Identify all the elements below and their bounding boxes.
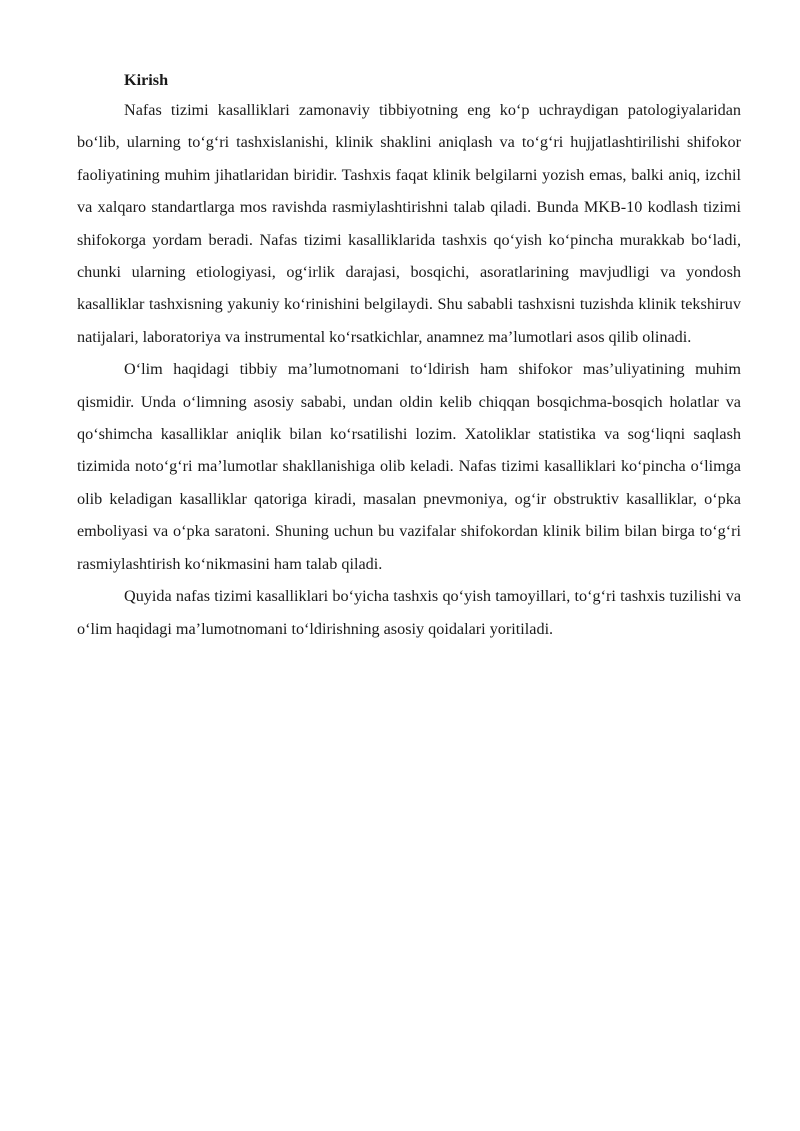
paragraph-intro: Nafas tizimi kasalliklari zamonaviy tibbiyotning eng ko‘p uchraydigan patologiyalaridan bo‘lib, ularning to‘g‘ri tashxislanishi, klinik shaklini aniqlash va to‘g‘ri hujjatlashtirilishi shifokor faoliyatining muhim jihatlaridan biridir. Tashxis faqat klinik belgilarni yozish emas, balki aniq, izchil va xalqaro standartlarga mos ravishda rasmiylashtirishni talab qiladi. Bunda MKB-10 kodlash tizimi shifokorga yordam beradi. Nafas tizimi kasalliklarida tashxis qo‘yish ko‘pincha murakkab bo‘ladi, chunki ularning etiologiyasi, og‘irlik darajasi, bosqichi, asoratlarining mavjudligi va yondosh kasalliklar tashxisning yakuniy ko‘rinishini belgilaydi. Shu sababli tashxisni tuzishda klinik tekshiruv natijalari, laboratoriya va instrumental ko‘rsatkichlar, anamnez ma’lumotlari asos qilib olinadi. [77,101,741,346]
paragraph-death-certificate: O‘lim haqidagi tibbiy ma’lumotnomani to‘ldirish ham shifokor mas’uliyatining muhim qismidir. Unda o‘limning asosiy sababi, undan oldin kelib chiqqan bosqichma-bosqich holatlar va qo‘shimcha kasalliklar aniqlik bilan ko‘rsatilishi lozim. Xatoliklar statistika va sog‘liqni saqlash tizimida noto‘g‘ri ma’lumotlar shakllanishiga olib keladi. Nafas tizimi kasalliklari ko‘pincha o‘limga olib keladigan kasalliklar qatoriga kiradi, masalan pnevmoniya, og‘ir obstruktiv kasalliklar, o‘pka emboliyasi va o‘pka saratoni. Shuning uchun bu vazifalar shifokordan klinik bilim bilan birga to‘g‘ri rasmiylashtirish ko‘nikmasini ham talab qiladi. [77,360,741,573]
document-page [77,66,741,645]
section-heading: Kirish [124,71,169,89]
paragraph-overview: Quyida nafas tizimi kasalliklari bo‘yicha tashxis qo‘yish tamoyillari, to‘g‘ri tashxis tuzilishi va o‘lim haqidagi ma’lumotnomani to‘ldirishning asosiy qoidalari yoritiladi. [77,587,741,638]
